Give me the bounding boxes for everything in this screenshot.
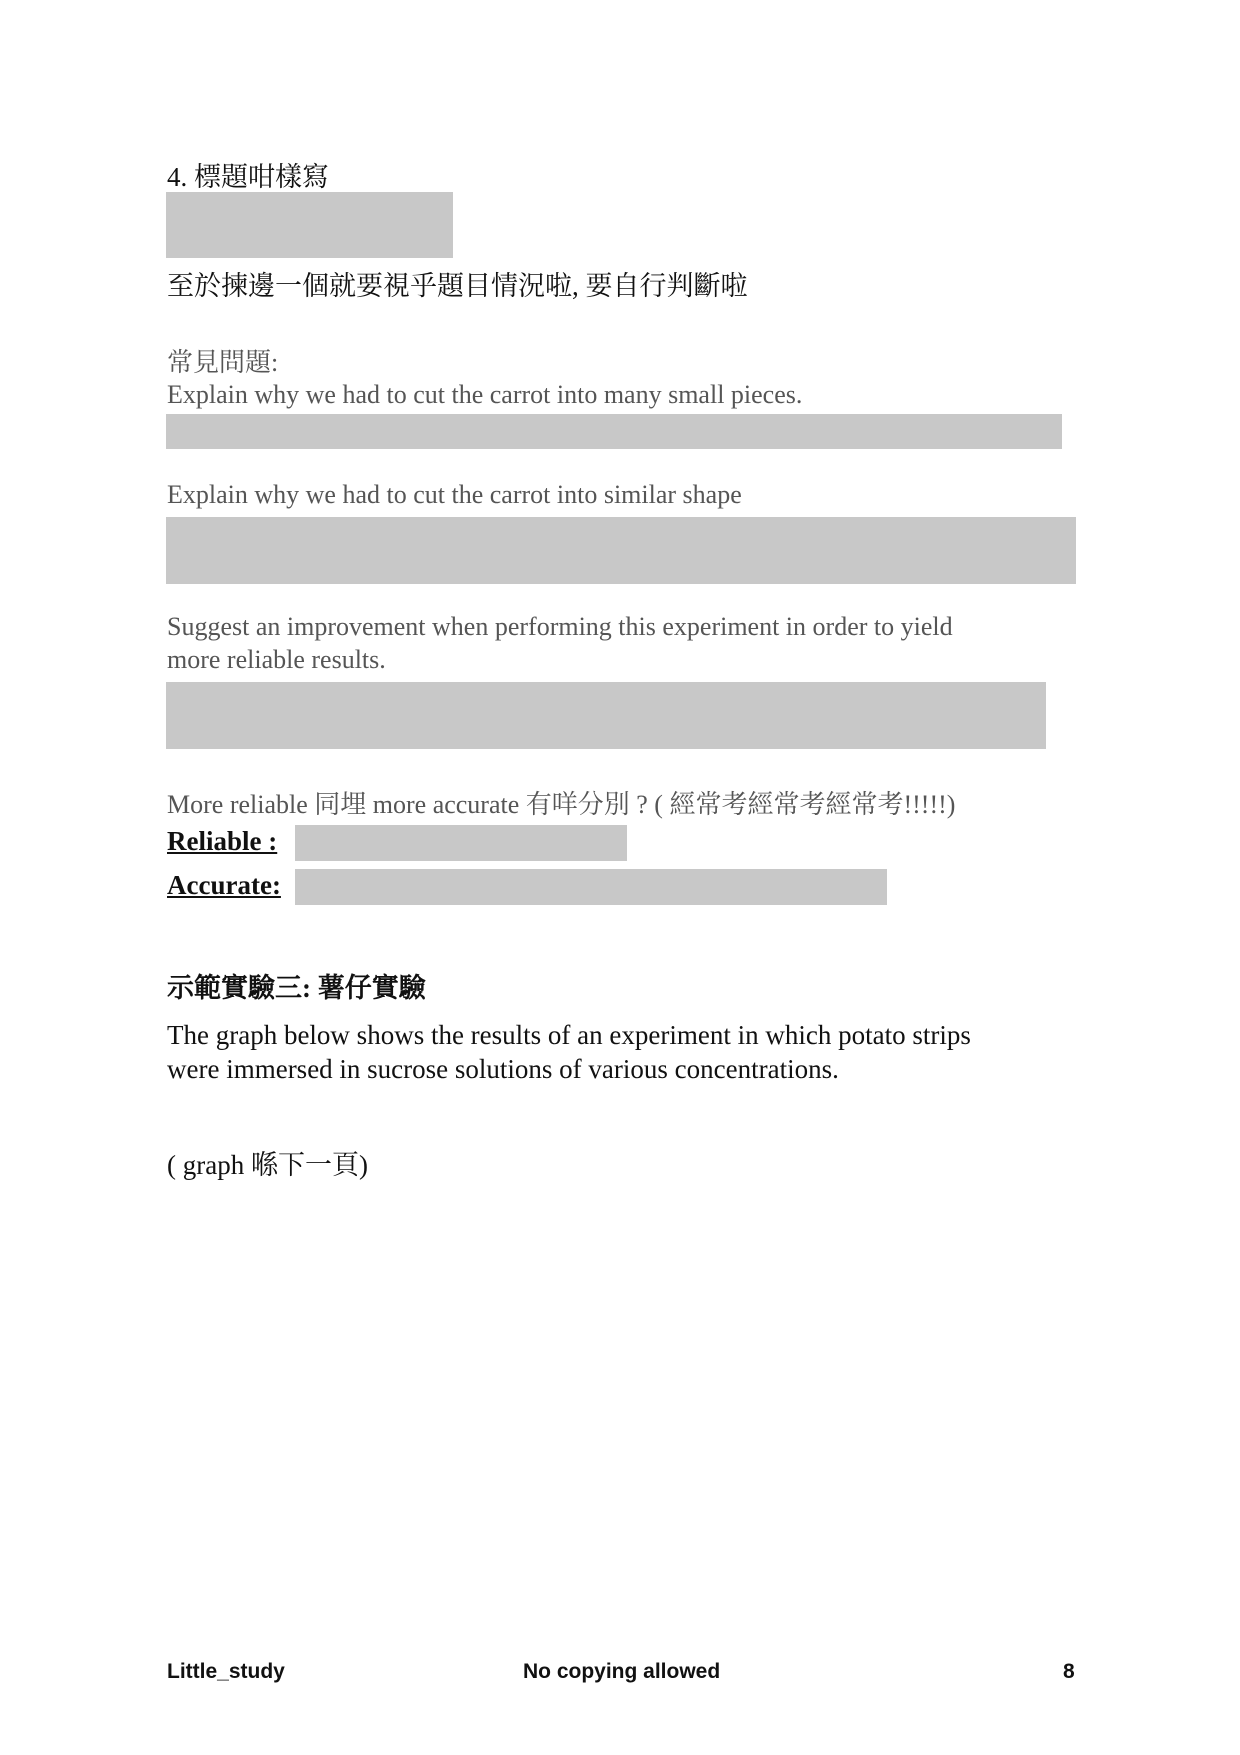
footer-notice: No copying allowed: [523, 1660, 721, 1683]
faq-question-3-line2: more reliable results.: [167, 645, 386, 674]
demo-experiment-text-line-2: were immersed in sucrose solutions of various concentrations.: [167, 1054, 839, 1084]
section-note: 至於揀邊一個就要視乎題目情況啦, 要自行判斷啦: [167, 271, 748, 301]
graph-note: ( graph 喺下一頁): [167, 1150, 368, 1180]
section-title: 4. 標題咁樣寫: [167, 162, 329, 192]
redacted-answer-3: [166, 682, 1046, 749]
footer-brand: Little_study: [167, 1660, 285, 1683]
demo-experiment-title: 示範實驗三: 薯仔實驗: [167, 973, 426, 1003]
redacted-reliable-answer: [295, 825, 627, 861]
redacted-answer-block: [166, 192, 453, 258]
faq-question-2: Explain why we had to cut the carrot into similar shape: [167, 480, 742, 509]
demo-experiment-text-line-1: The graph below shows the results of an experiment in which potato strips: [167, 1020, 971, 1050]
faq-question-3-line1: Suggest an improvement when performing this experiment in order to yield: [167, 612, 953, 641]
demo-experiment-text: [167, 1018, 1087, 1086]
reliable-label: Reliable :: [167, 826, 278, 856]
page-number: 8: [1063, 1660, 1075, 1683]
redacted-accurate-answer: [295, 869, 887, 905]
faq-question-1: Explain why we had to cut the carrot into many small pieces.: [167, 380, 803, 409]
faq-question-4: More reliable 同埋 more accurate 有咩分別 ? ( 經常考經常考經常考!!!!!): [167, 790, 956, 819]
redacted-answer-2: [166, 517, 1076, 584]
accurate-label: Accurate:: [167, 870, 281, 900]
faq-heading: 常見問題:: [167, 348, 279, 377]
redacted-answer-1: [166, 414, 1062, 449]
